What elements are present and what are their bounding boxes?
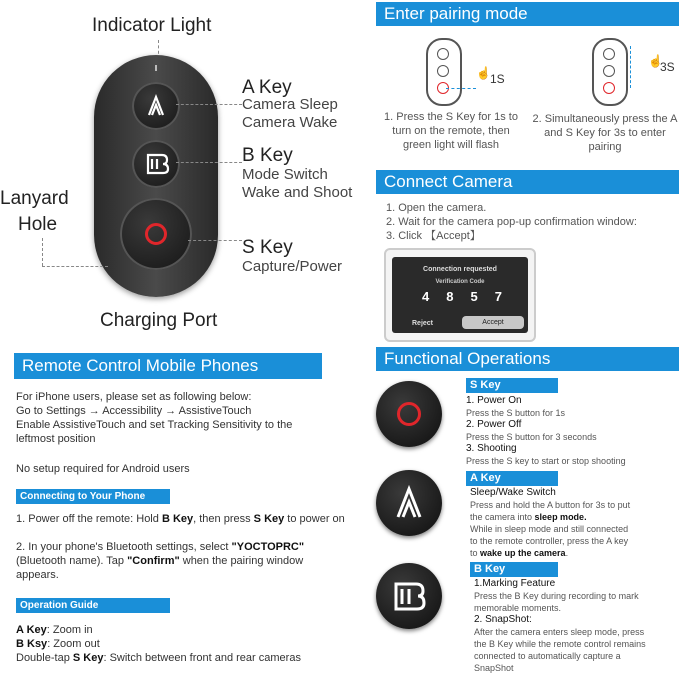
b-key-label: B Key (242, 145, 293, 166)
a-key-label: A Key (242, 77, 292, 98)
dialog-subtitle: Verification Code (435, 279, 485, 285)
verification-code (422, 289, 502, 304)
a-key-item-1-desc-4: to the remote controller, press the A key (470, 536, 629, 546)
indicator-light (155, 65, 157, 71)
a-key-item-1-desc-5 (470, 546, 568, 560)
b-key-item-2-desc-1: After the camera enters sleep mode, press (474, 627, 645, 637)
connecting-step-2-line-1 (16, 540, 304, 554)
a-key-item-1: Sleep/Wake Switch (470, 487, 556, 498)
guide-line-2 (16, 637, 100, 651)
pairing-remote-1 (426, 38, 462, 106)
mobile-intro-4: leftmost position (16, 433, 96, 445)
emphasis: A Key (16, 624, 47, 636)
functional-title: Functional Operations (376, 347, 679, 371)
mini-b-key (603, 65, 615, 77)
b-key-item-1-desc-1: Press the B Key during recording to mark (474, 591, 639, 601)
connect-step-2: 2. Wait for the camera pop-up confirmation window: (386, 216, 637, 228)
text-span: : Switch between front and rear cameras (103, 652, 301, 664)
android-note: No setup required for Android users (16, 463, 190, 475)
lanyard-leader-v (42, 238, 43, 266)
mini-b-key (437, 65, 449, 77)
b-key-icon (376, 563, 442, 629)
b-key-item-1-desc-2: memorable moments. (474, 603, 562, 613)
text-span: : Zoom in (46, 624, 93, 636)
s-key-section-title: S Key (466, 378, 558, 393)
pairing-1-duration: 1S (490, 72, 505, 86)
b-key-icon (132, 140, 180, 188)
pairing-step-2: 2. Simultaneously press the A and S Key for 3s to enter pairing (532, 113, 678, 153)
a-key-icon (132, 82, 180, 130)
indicator-light-label: Indicator Light (92, 15, 212, 36)
s-key-leader (188, 240, 242, 241)
emphasis: S Key (72, 652, 104, 664)
s-key-item-3: 3. Shooting (466, 443, 517, 454)
mini-s-key (603, 82, 615, 94)
pairing-2-duration: 3S (660, 60, 675, 74)
b-key-item-2-desc-2: the B Key while the remote control remains (474, 639, 646, 649)
record-ring-icon (145, 223, 167, 245)
code-digit: 4 (422, 289, 430, 304)
text-span: when the pairing window (179, 555, 304, 567)
pairing-step-1: 1. Press the S Key for 1s to turn on the remote, then green light will flash (384, 111, 518, 151)
s-key-item-2-desc: Press the S button for 3 seconds (466, 432, 597, 442)
confirmation-dialog (392, 257, 528, 333)
mobile-title: Remote Control Mobile Phones (14, 353, 322, 379)
text-span: , then press (193, 513, 254, 525)
emphasis: B Key (161, 513, 194, 525)
b-key-desc-1: Mode Switch (242, 166, 328, 183)
text-span: to power on (284, 513, 345, 525)
camera-screen (384, 248, 536, 342)
text-span: to (470, 548, 481, 558)
mobile-intro-3: Enable AssistiveTouch and set Tracking Sensitivity to the (16, 419, 293, 431)
record-ring-icon (397, 402, 421, 426)
b-key-item-2: 2. SnapShot: (474, 614, 532, 625)
s-key-button (120, 198, 192, 270)
a-key-item-1-desc-1: Press and hold the A button for 3s to put (470, 500, 631, 510)
connecting-step-2-line-3: appears. (16, 569, 59, 581)
code-digit: 7 (494, 289, 502, 304)
s-key-round-button (376, 381, 442, 447)
code-digit: 8 (446, 289, 454, 304)
a-key-icon (376, 470, 442, 536)
emphasis: B Ksy (16, 638, 48, 650)
mini-a-key (603, 48, 615, 60)
lanyard-leader-h (42, 266, 108, 267)
a-key-leader (176, 104, 242, 105)
text-span: the camera into (470, 512, 535, 522)
mobile-intro-1: For iPhone users, please set as following below: (16, 391, 252, 403)
emphasis: S Key (253, 513, 285, 525)
connecting-step-1 (16, 512, 345, 526)
lanyard-label-1: Lanyard (0, 188, 69, 209)
connect-step-3: 3. Click 【Accept】 (386, 230, 481, 242)
b-key-leader (176, 162, 242, 163)
pairing-2-leader (630, 46, 631, 88)
s-key-item-1: 1. Power On (466, 395, 522, 406)
b-key-section-title: B Key (470, 562, 558, 577)
reject-button: Reject (412, 320, 434, 327)
text-span: . (565, 548, 569, 558)
mobile-intro-2: Go to Settings → Accessibility → AssistiveTouch (16, 405, 252, 417)
connect-title: Connect Camera (376, 170, 679, 194)
a-key-section-title: A Key (466, 471, 558, 486)
text-span: 2. In your phone's Bluetooth settings, select (16, 541, 232, 553)
a-key-round-button (376, 470, 442, 536)
code-digit: 5 (470, 289, 478, 304)
dialog-title: Connection requested (423, 266, 497, 273)
b-key-desc-2: Wake and Shoot (242, 184, 353, 201)
b-key-item-2-desc-4: SnapShot (474, 663, 514, 673)
emphasis: sleep mode. (534, 512, 587, 522)
hand-press-icon-2: ☝ (648, 54, 663, 68)
guide-line-1 (16, 623, 93, 637)
connect-step-1: 1. Open the camera. (386, 202, 487, 214)
s-key-desc: Capture/Power (242, 258, 343, 275)
pairing-1-leader (446, 88, 476, 89)
a-key-button (132, 82, 180, 130)
text-span: Double-tap (16, 652, 73, 664)
guide-title: Operation Guide (16, 598, 170, 613)
s-key-item-3-desc: Press the S key to start or stop shooting (466, 456, 626, 466)
text-span: : Zoom out (47, 638, 100, 650)
guide-line-3 (16, 651, 301, 665)
lanyard-label-2: Hole (18, 214, 58, 235)
a-key-desc-1: Camera Sleep (242, 96, 338, 113)
emphasis: "YOCTOPRC" (231, 541, 305, 553)
text-span: 1. Power off the remote: Hold (16, 513, 162, 525)
emphasis: wake up the camera (480, 548, 566, 558)
connecting-title: Connecting to Your Phone (16, 489, 170, 504)
b-key-item-2-desc-3: connected to automatically capture a (474, 651, 621, 661)
s-key-item-2: 2. Power Off (466, 419, 522, 430)
b-key-button (132, 140, 180, 188)
hand-press-icon: ☝ (476, 66, 491, 80)
charging-port-label: Charging Port (100, 310, 218, 331)
b-key-item-1: 1.Marking Feature (474, 578, 556, 589)
emphasis: "Confirm" (127, 555, 180, 567)
b-key-round-button (376, 563, 442, 629)
pairing-remote-2 (592, 38, 628, 106)
s-key-item-1-desc: Press the S button for 1s (466, 408, 566, 418)
a-key-item-1-desc-3: While in sleep mode and still connected (470, 524, 629, 534)
a-key-desc-2: Camera Wake (242, 114, 338, 131)
text-span: (Bluetooth name). Tap (16, 555, 128, 567)
mini-a-key (437, 48, 449, 60)
connecting-step-2-line-2 (16, 554, 303, 568)
pairing-title: Enter pairing mode (376, 2, 679, 26)
accept-button: Accept (462, 316, 524, 329)
remote-illustration (94, 55, 218, 297)
s-key-label: S Key (242, 237, 293, 258)
